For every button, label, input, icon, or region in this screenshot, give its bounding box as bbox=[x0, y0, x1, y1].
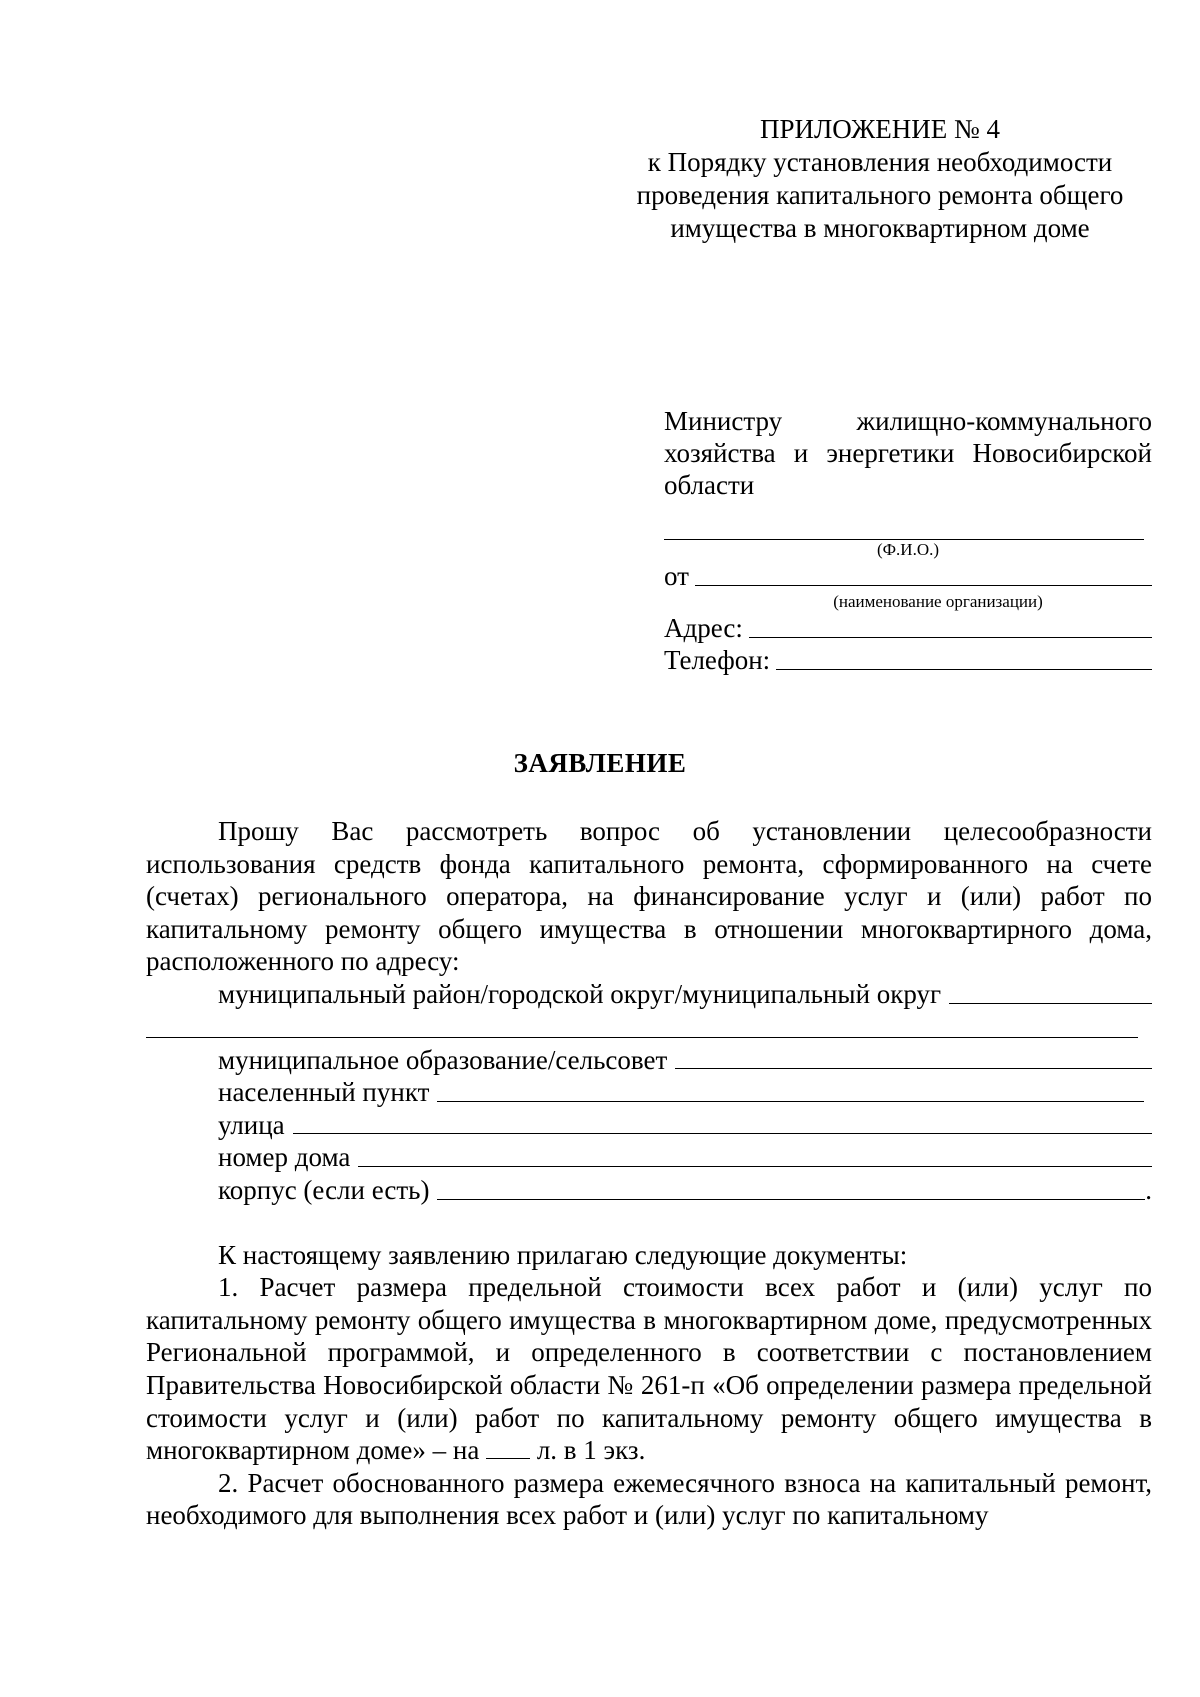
district-row bbox=[146, 978, 1152, 1011]
municipality-row bbox=[146, 1044, 1152, 1077]
house-row bbox=[146, 1141, 1152, 1174]
district-field-continuation[interactable] bbox=[146, 1011, 1138, 1038]
appendix-line: имущества в многоквартирном доме bbox=[670, 213, 1090, 243]
from-label: от bbox=[664, 561, 689, 591]
fio-field[interactable] bbox=[664, 507, 1144, 540]
street-row bbox=[146, 1109, 1152, 1142]
municipality-label: муниципальное образование/сельсовет bbox=[218, 1044, 668, 1075]
address-row bbox=[664, 612, 1152, 644]
settlement-field[interactable] bbox=[437, 1079, 1144, 1102]
addressee-minister: Министру жилищно-коммунального хозяйства и энергетики Новосибирской области bbox=[664, 406, 1152, 500]
attachments-intro: К настоящему заявлению прилагаю следующие документы: bbox=[218, 1239, 908, 1270]
fio-caption: (Ф.И.О.) bbox=[876, 540, 940, 559]
appendix-line: проведения капитального ремонта общего bbox=[636, 180, 1124, 210]
municipality-field[interactable] bbox=[675, 1046, 1152, 1069]
district-field[interactable] bbox=[949, 981, 1152, 1004]
appendix-title: ПРИЛОЖЕНИЕ № 4 bbox=[759, 114, 1001, 144]
attachment-item-1-tail: л. в 1 экз. bbox=[536, 1435, 646, 1466]
phone-row bbox=[664, 644, 1152, 676]
address-label: Адрес: bbox=[664, 613, 743, 643]
phone-field[interactable] bbox=[776, 645, 1152, 670]
appendix-header bbox=[600, 113, 1160, 245]
phone-label: Телефон: bbox=[664, 645, 771, 675]
address-field[interactable] bbox=[749, 613, 1152, 638]
appendix-line: к Порядку установления необходимости bbox=[647, 147, 1113, 177]
settlement-row bbox=[146, 1076, 1152, 1109]
organization-field[interactable] bbox=[695, 561, 1152, 586]
organization-caption: (наименование организации) bbox=[833, 592, 1043, 611]
building-row bbox=[146, 1174, 1152, 1207]
settlement-label: населенный пункт bbox=[218, 1077, 430, 1108]
district-label: муниципальный район/городской округ/муниципальный округ bbox=[218, 978, 942, 1009]
request-paragraph: Прошу Вас рассмотреть вопрос об установлении целесообразности использования средств фонда капитального ремонта, сформированного на счете (счетах) регионального оператора, на финансирование услуг и (или) работ по капитальному ремонту общего имущества в отношении многоквартирного дома, расположенного по адресу: bbox=[146, 816, 1152, 977]
document-body bbox=[146, 815, 1152, 1532]
street-label: улица bbox=[218, 1109, 285, 1140]
addressee-block bbox=[664, 405, 1152, 676]
sheet-count-field[interactable] bbox=[486, 1436, 530, 1459]
building-tail: . bbox=[1145, 1174, 1152, 1205]
street-field[interactable] bbox=[293, 1111, 1152, 1134]
house-label: номер дома bbox=[218, 1142, 351, 1173]
from-row bbox=[664, 560, 1152, 592]
attachment-item-2: 2. Расчет обоснованного размера ежемесячного взноса на капитальный ремонт, необходимого для выполнения всех работ и (или) услуг по капитальному bbox=[146, 1467, 1152, 1531]
section-spacer bbox=[146, 1207, 1152, 1239]
document-title: ЗАЯВЛЕНИЕ bbox=[513, 748, 687, 778]
house-field[interactable] bbox=[358, 1144, 1152, 1167]
attachment-item-1-text: 1. Расчет размера предельной стоимости всех работ и (или) услуг по капитальному ремонту общего имущества в многоквартирном доме, предусмотренных Региональной программой, и определенного в соответствии с постановлением Правительства Новосибирской области № 261-п «Об определении размера предельной стоимости услуг и (или) работ по капитальному ремонту общего имущества в многоквартирном доме» – на bbox=[146, 1272, 1152, 1466]
building-field[interactable] bbox=[437, 1177, 1145, 1200]
attachment-item-1 bbox=[146, 1271, 1152, 1467]
building-label: корпус (если есть) bbox=[218, 1174, 430, 1205]
